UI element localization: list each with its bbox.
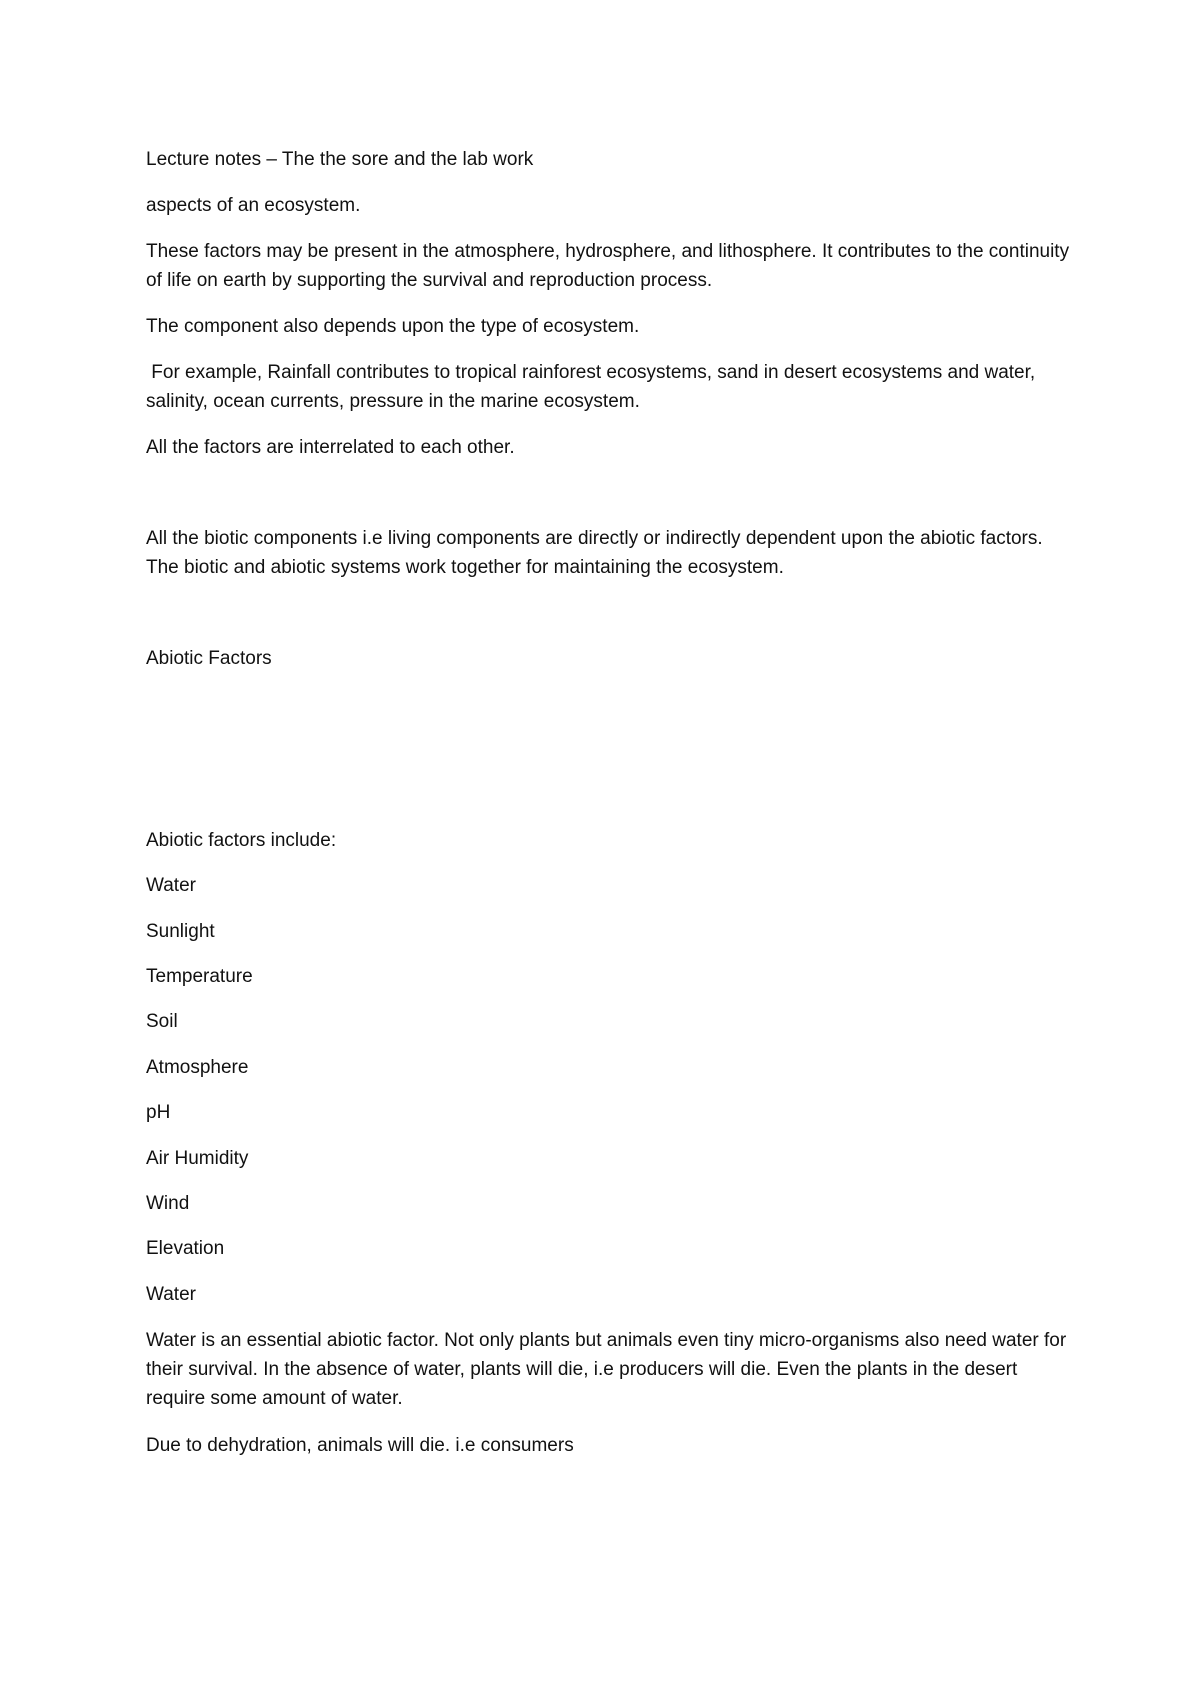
factor-item: Temperature bbox=[146, 966, 253, 987]
water-heading: Water bbox=[146, 1284, 196, 1305]
document-title: Lecture notes – The the sore and the lab work bbox=[146, 149, 534, 170]
paragraph-factors-present: These factors may be present in the atmosphere, hydrosphere, and lithosphere. It contributes to the continuity of life on earth by supporting the survival and reproduction process. bbox=[146, 241, 1070, 291]
factor-item: Wind bbox=[146, 1193, 190, 1214]
factor-item: Air Humidity bbox=[146, 1148, 249, 1169]
water-paragraph: Water is an essential abiotic factor. Not only plants but animals even tiny micro-organisms also need water for their survival. In the absence of water, plants will die, i.e producers will die. Even the plants in the desert require some amount of water. bbox=[146, 1330, 1067, 1409]
paragraph-example: For example, Rainfall contributes to tropical rainforest ecosystems, sand in desert ecosystems and water, salinity, ocean currents, pressure in the marine ecosystem. bbox=[146, 362, 1036, 412]
paragraph-interrelated: All the factors are interrelated to each other. bbox=[146, 437, 515, 458]
paragraph-aspects: aspects of an ecosystem. bbox=[146, 195, 361, 216]
factor-item: Soil bbox=[146, 1011, 178, 1032]
factor-item: Sunlight bbox=[146, 921, 215, 942]
list-intro: Abiotic factors include: bbox=[146, 830, 337, 851]
factor-item: pH bbox=[146, 1102, 171, 1123]
section-heading: Abiotic Factors bbox=[146, 648, 272, 669]
paragraph-biotic-components: All the biotic components i.e living components are directly or indirectly dependent upon the abiotic factors. The biotic and abiotic systems work together for maintaining the ecosystem. bbox=[146, 528, 1043, 578]
factor-item: Atmosphere bbox=[146, 1057, 249, 1078]
factor-item: Elevation bbox=[146, 1238, 225, 1259]
factor-item: Water bbox=[146, 875, 196, 896]
paragraph-component-depends: The component also depends upon the type of ecosystem. bbox=[146, 316, 640, 337]
dehydration-paragraph: Due to dehydration, animals will die. i.e consumers bbox=[146, 1435, 574, 1456]
